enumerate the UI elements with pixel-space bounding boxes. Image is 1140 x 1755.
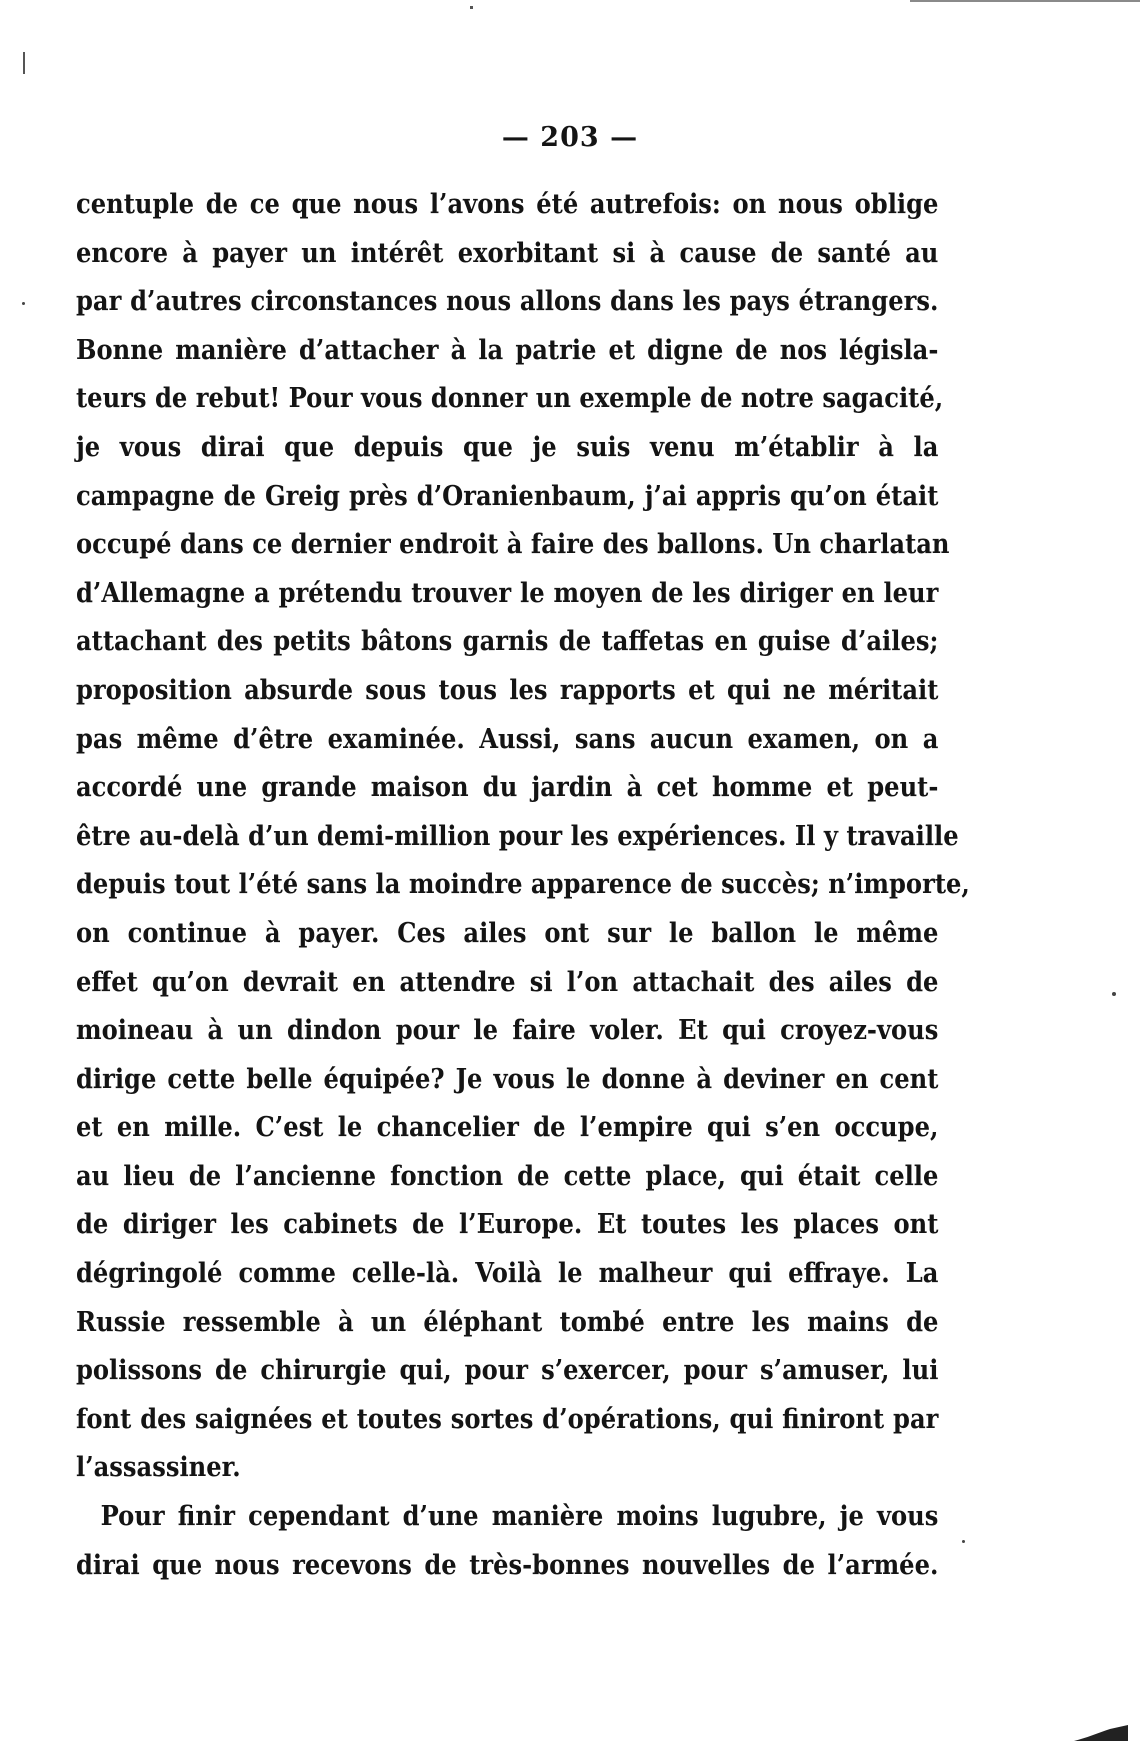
text-line: Russie ressemble à un éléphant tombé entre les mains de [76, 1305, 939, 1338]
text-line: teurs de rebut! Pour vous donner un exemple de notre sagacité, [76, 382, 944, 415]
margin-speck [22, 302, 25, 305]
text-line: polissons de chirurgie qui, pour s’exercer, pour s’amuser, lui [76, 1354, 939, 1387]
text-line: effet qu’on devrait en attendre si l’on attachait des ailes de [76, 965, 939, 998]
text-line: font des saignées et toutes sortes d’opérations, qui finiront par [76, 1402, 939, 1435]
text-line: par d’autres circonstances nous allons dans les pays étrangers. [76, 285, 939, 318]
paragraph-start-line: Pour finir cependant d’une manière moins lugubre, je vous [100, 1500, 939, 1533]
text-line: dégringolé comme celle-là. Voilà le malheur qui effraye. La [76, 1257, 939, 1290]
text-line: campagne de Greig près d’Oranienbaum, j’ai appris qu’on était [76, 479, 939, 512]
text-line: pas même d’être examinée. Aussi, sans aucun examen, on a [76, 722, 939, 755]
text-line: je vous dirai que depuis que je suis venu m’établir à la [76, 430, 939, 463]
top-edge-rule [910, 0, 1140, 2]
text-line: proposition absurde sous tous les rapports et qui ne méritait [76, 673, 939, 706]
body-text [76, 180, 970, 1589]
text-line: de diriger les cabinets de l’Europe. Et toutes les places ont [76, 1208, 939, 1241]
text-line: dirai que nous recevons de très-bonnes nouvelles de l’armée. [76, 1548, 939, 1581]
text-line: centuple de ce que nous l’avons été autrefois: on nous oblige [76, 188, 939, 220]
text-line: dirige cette belle équipée? Je vous le donne à deviner en cent [76, 1062, 939, 1095]
paragraph-end-line: l’assassiner. [76, 1451, 241, 1484]
text-line: encore à payer un intérêt exorbitant si à cause de santé au [76, 236, 939, 269]
text-line: d’Allemagne a prétendu trouver le moyen de les diriger en leur [76, 576, 939, 609]
margin-speck [962, 1540, 965, 1543]
corner-blot-mark [1072, 1723, 1130, 1743]
top-edge-speck [470, 6, 473, 9]
text-line: attachant des petits bâtons garnis de taffetas en guise d’ailes; [76, 625, 939, 658]
text-line: être au-delà d’un demi-million pour les expériences. Il y travaille [76, 819, 959, 852]
text-line: accordé une grande maison du jardin à cet homme et peut- [76, 771, 939, 804]
text-line: moineau à un dindon pour le faire voler. Et qui croyez-vous [76, 1014, 939, 1047]
margin-speck [1112, 992, 1116, 996]
text-line: on continue à payer. Ces ailes ont sur le ballon le même [76, 916, 939, 949]
text-line: occupé dans ce dernier endroit à faire des ballons. Un charlatan [76, 528, 950, 561]
text-line: depuis tout l’été sans la moindre apparence de succès; n’importe, [76, 868, 970, 901]
text-line: au lieu de l’ancienne fonction de cette place, qui était celle [76, 1159, 939, 1192]
page-number: — 203 — [501, 122, 639, 153]
text-line: Bonne manière d’attacher à la patrie et digne de nos législa- [76, 333, 939, 366]
text-line: et en mille. C’est le chancelier de l’empire qui s’en occupe, [76, 1111, 939, 1144]
left-margin-mark [23, 52, 25, 74]
